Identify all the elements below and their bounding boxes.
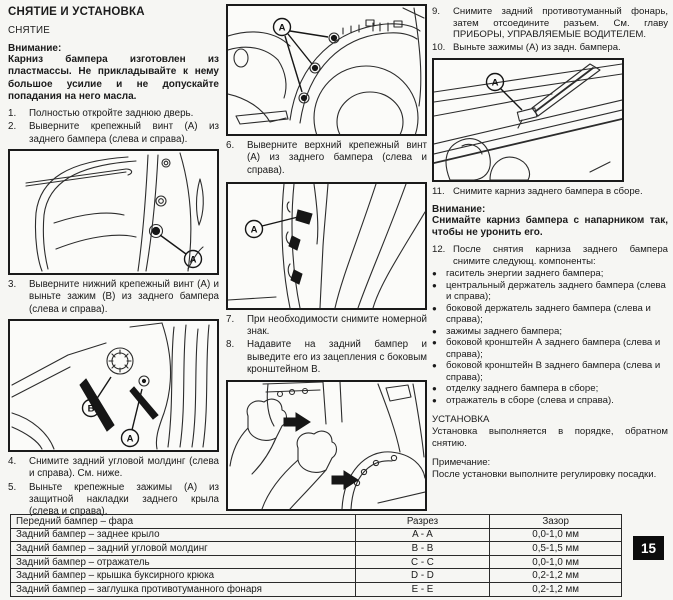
table-row: Задний бампер – отражатель C - C 0,0-1,0 мм — [11, 555, 622, 569]
step-item-8: 8. Надавите на задний бампер и выведите его из зацепления с боковым кронштейном В. — [226, 339, 427, 376]
push-bumper-illustration — [228, 382, 425, 509]
section-removal-heading: СНЯТИЕ — [8, 25, 50, 36]
callout-a-label: А — [491, 77, 499, 89]
component-list-item: ● гаситель энергии заднего бампера; — [432, 268, 668, 280]
column-middle — [226, 4, 427, 515]
step-item-12: 12. После снятия карниза заднего бампера снимите следующ. компоненты: — [432, 244, 668, 267]
step-item-1: 1. Полностью откройте заднюю дверь. — [8, 108, 194, 120]
table-row: Задний бампер – задний угловой молдинг B - B 0,5-1,5 мм — [11, 542, 622, 556]
table-header-cell: Передний бампер – фара — [11, 515, 356, 529]
table-header-cell: Зазор — [490, 515, 622, 529]
figure-corner-moulding — [8, 319, 219, 452]
warning-text: Снимайте карниз бампера с напарником так, чтобы не уронить его. — [432, 214, 668, 238]
step-item-3: 3. Выверните нижний крепежный винт (А) и выньте зажим (В) из заднего бампера (слева и справа). — [8, 279, 219, 315]
step-item-2: 2. Выверните крепежный винт (А) из заднего бампера (слева и справа). — [8, 121, 219, 145]
install-text: Установка выполняется в порядке, обратном снятию. — [432, 426, 668, 449]
component-list-item: ● боковой держатель заднего бампера (слева и справа); — [432, 303, 668, 326]
warning-block — [432, 204, 668, 240]
table-row: Задний бампер – крышка буксирного крюка D - D 0,2-1,2 мм — [11, 569, 622, 583]
component-list-item: ● отражатель в сборе (слева и справа). — [432, 395, 668, 407]
step-item-6: 6. Выверните верхний крепежный винт (А) из заднего бампера (слева и справа). — [226, 140, 427, 176]
jamb-clip-illustration — [228, 184, 425, 308]
warning-label: Внимание: — [432, 203, 486, 215]
callout-a-label: А — [278, 22, 286, 34]
section-install-heading: УСТАНОВКА — [432, 414, 490, 426]
warning-label: Внимание: — [8, 43, 62, 54]
table-row: Задний бампер – заднее крыло A - A 0,0-1,0 мм — [11, 528, 622, 542]
callout-a-label: А — [189, 254, 197, 266]
step-item-9: 9. Снимите задний противотуманный фонарь, затем отсоедините разъем. См. главу ПРИБОРЫ, УПРАВЛЯЕМЫЕ ВОДИТЕЛЕМ. — [432, 6, 668, 40]
component-list-item: ● зажимы заднего бампера; — [432, 326, 668, 338]
component-list-item: ● боковой кронштейн А заднего бампера (слева и справа); — [432, 337, 668, 360]
step-item-7: 7. При необходимости снимите номерной знак. — [226, 313, 427, 338]
step-item-11: 11. Снимите карниз заднего бампера в сборе. — [432, 186, 643, 197]
warning-text: Карниз бампера изготовлен из пластмассы. Не прикладывайте к нему большое усилие и не допускайте попадания на него масла. — [8, 54, 219, 102]
page-title: СНЯТИЕ И УСТАНОВКА — [8, 6, 145, 18]
step-item-4: 4. Снимите задний угловой молдинг (слева и справа). См. ниже. — [8, 455, 219, 480]
note-text: После установки выполните регулировку посадки. — [432, 469, 657, 481]
column-left — [8, 6, 219, 519]
figure-tailgate-screw — [8, 149, 219, 275]
note-label: Примечание: — [432, 457, 491, 469]
table-header-cell: Разрез — [355, 515, 490, 529]
figure-jamb-clip — [226, 182, 427, 310]
component-list-item: ● центральный держатель заднего бампера (слева и справа); — [432, 280, 668, 303]
table-row: Задний бампер – заглушка противотуманного фонаря E - E 0,2-1,2 мм — [11, 582, 622, 596]
component-list-item: ● отделку заднего бампера в сборе; — [432, 383, 668, 395]
component-list-item: ● боковой кронштейн В заднего бампера (слева и справа); — [432, 360, 668, 383]
column-right — [432, 6, 668, 481]
callout-a-label: А — [250, 224, 258, 236]
corner-moulding-illustration — [10, 321, 217, 450]
callout-b-label: В — [87, 403, 95, 415]
page-number-badge: 15 — [633, 536, 664, 560]
figure-push-bumper — [226, 380, 427, 511]
step-item-5: 5. Выньте крепежные зажимы (А) из защитной накладки заднего крыла (слева и справа). — [8, 481, 219, 518]
figure-clip-removal-tool — [432, 58, 624, 182]
gap-spec-table — [10, 514, 622, 597]
callout-a-label: А — [126, 433, 134, 445]
tailgate-screw-illustration — [10, 151, 217, 273]
clip-removal-illustration — [434, 60, 622, 180]
wheel-arch-illustration — [228, 6, 425, 134]
figure-wheel-arch-screws — [226, 4, 427, 136]
step-item-10: 10. Выньте зажимы (А) из задн. бампера. — [432, 41, 621, 53]
table-header-row — [11, 515, 622, 529]
